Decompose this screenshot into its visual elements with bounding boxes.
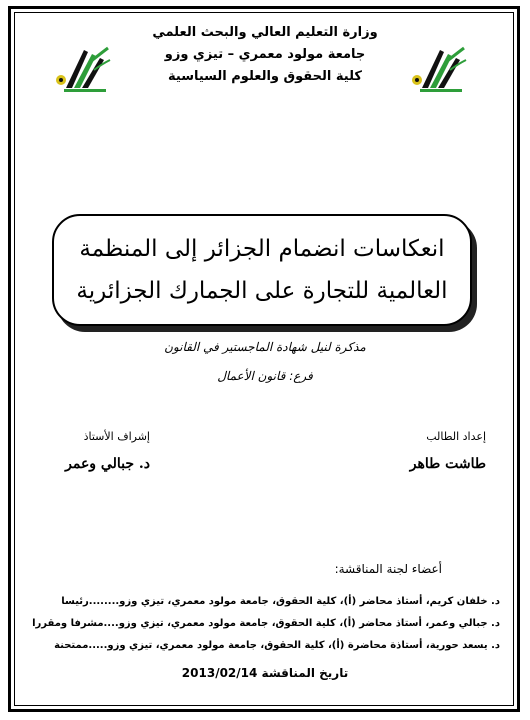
specialization-branch: فرع: قانون الأعمال: [217, 369, 313, 383]
student-name: طاشت طاهر: [409, 456, 486, 472]
supervisor-name: د. جبالي وعمر: [65, 456, 150, 472]
defense-date: تاريخ المناقشة 2013/02/14: [181, 666, 349, 680]
university-name: جامعة مولود معمري – تيزي وزو: [164, 47, 366, 62]
degree-subtitle: مذكرة لنيل شهادة الماجستير في القانون: [164, 340, 366, 354]
faculty-name: كلية الحقوق والعلوم السياسية: [168, 69, 362, 84]
university-logo-right: [410, 40, 468, 94]
thesis-title-box: [52, 214, 472, 326]
thesis-title-line-1: انعكاسات انضمام الجزائر إلى المنظمة: [79, 236, 445, 262]
committee-member-3: د. يسعد حورية، أستاذة محاضرة (أ)، كلية الحقوق، جامعة مولود معمري، تيزي وزو.....ممتحنة: [54, 640, 500, 651]
university-logo-left: [54, 40, 112, 94]
committee-member-1: د. خلفان كريم، أستاذ محاضر (أ)، كلية الحقوق، جامعة مولود معمري، تيزي وزو........رئيسا: [61, 596, 500, 607]
committee-member-2: د. جبالي وعمر، أستاذ محاضر (أ)، كلية الحقوق، جامعة مولود معمري، تيزي وزو....مشرفا ومقررا: [32, 618, 500, 629]
committee-title: أعضاء لجنة المناقشة:: [334, 562, 442, 576]
student-label: إعداد الطالب: [426, 430, 486, 443]
ministry-name: وزارة التعليم العالي والبحث العلمي: [152, 25, 378, 40]
thesis-title-line-2: العالمية للتجارة على الجمارك الجزائرية: [76, 278, 448, 304]
supervisor-label: إشراف الأستاذ: [83, 430, 150, 443]
institution-header: [120, 22, 410, 88]
